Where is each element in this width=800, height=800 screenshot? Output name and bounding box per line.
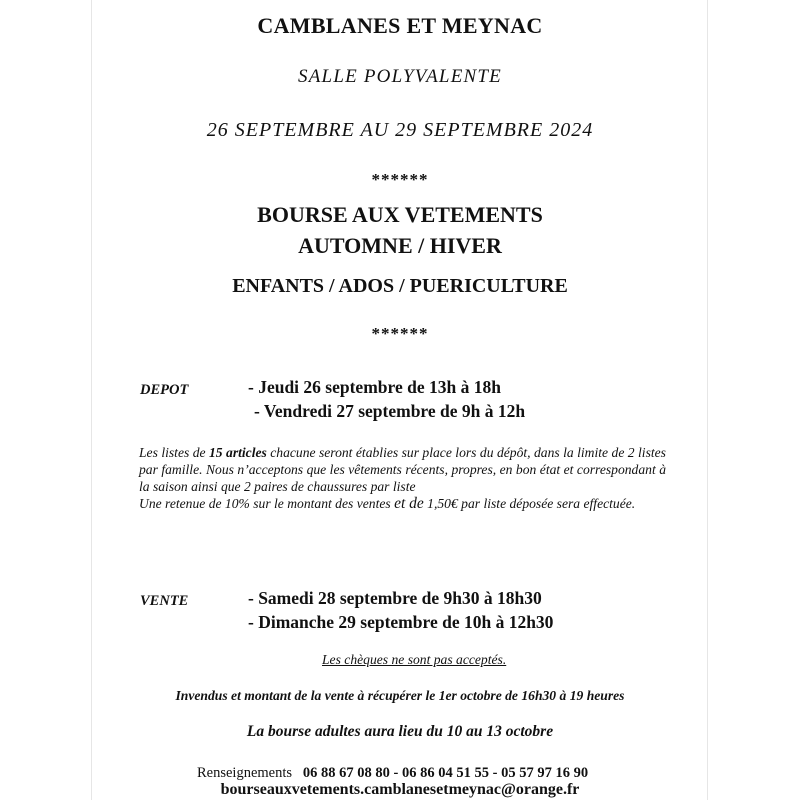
conditions-article-count: 15 articles xyxy=(208,445,267,460)
separator-bottom: ****** xyxy=(371,324,429,343)
vente-slot-2: - Dimanche 29 septembre de 10h à 12h30 xyxy=(248,612,554,632)
contact-label: Renseignements xyxy=(197,765,293,781)
event-dates: 26 SEPTEMBRE AU 29 SEPTEMBRE 2024 xyxy=(206,119,594,141)
cheques-note: Les chèques ne sont pas acceptés. xyxy=(322,652,507,667)
conditions-text-1: Les listes de xyxy=(139,445,209,460)
contact-email: bourseauxvetements.camblanesetmeynac@orange.fr xyxy=(220,781,580,798)
event-title-line1: BOURSE AUX VETEMENTS xyxy=(257,202,543,227)
event-title-line2: AUTOMNE / HIVER xyxy=(298,233,502,258)
adults-note: La bourse adultes aura lieu du 10 au 13 octobre xyxy=(246,723,554,740)
town-title: CAMBLANES ET MEYNAC xyxy=(257,13,543,38)
invendus-note: Invendus et montant de la vente à récupérer le 1er octobre de 16h30 à 19 heures xyxy=(175,688,625,703)
event-categories: ENFANTS / ADOS / PUERICULTURE xyxy=(232,275,568,297)
venue-name: SALLE POLYVALENTE xyxy=(298,66,502,87)
conditions-fee xyxy=(139,495,666,512)
vente-slot-1: - Samedi 28 septembre de 9h30 à 18h30 xyxy=(248,588,542,608)
fee-text-2: et de xyxy=(394,495,424,512)
fee-text-3: 1,50€ par liste déposée sera effectuée. xyxy=(423,496,636,511)
depot-slot-2: - Vendredi 27 septembre de 9h à 12h xyxy=(254,401,526,421)
contact-line xyxy=(197,765,588,782)
depot-slot-1: - Jeudi 26 septembre de 13h à 18h xyxy=(248,377,501,397)
conditions-lists xyxy=(139,444,666,495)
fee-text-1: Une retenue de 10% sur le montant des ventes xyxy=(139,496,395,511)
conditions-paragraph xyxy=(139,444,666,512)
depot-label: DEPOT xyxy=(140,382,189,398)
contact-phones: 06 88 67 08 80 - 06 86 04 51 55 - 05 57 97 16 90 xyxy=(302,765,589,781)
conditions-text-2: chacune seront établies sur place lors du dépôt, dans la limite de 2 listes par famille. Nous n’acceptons que les vêtements récents, propres, en bon état et correspondant à la saison ainsi que 2 paires de chaussures par liste xyxy=(139,445,666,494)
separator-top: ****** xyxy=(371,170,429,189)
vente-label: VENTE xyxy=(140,593,189,609)
